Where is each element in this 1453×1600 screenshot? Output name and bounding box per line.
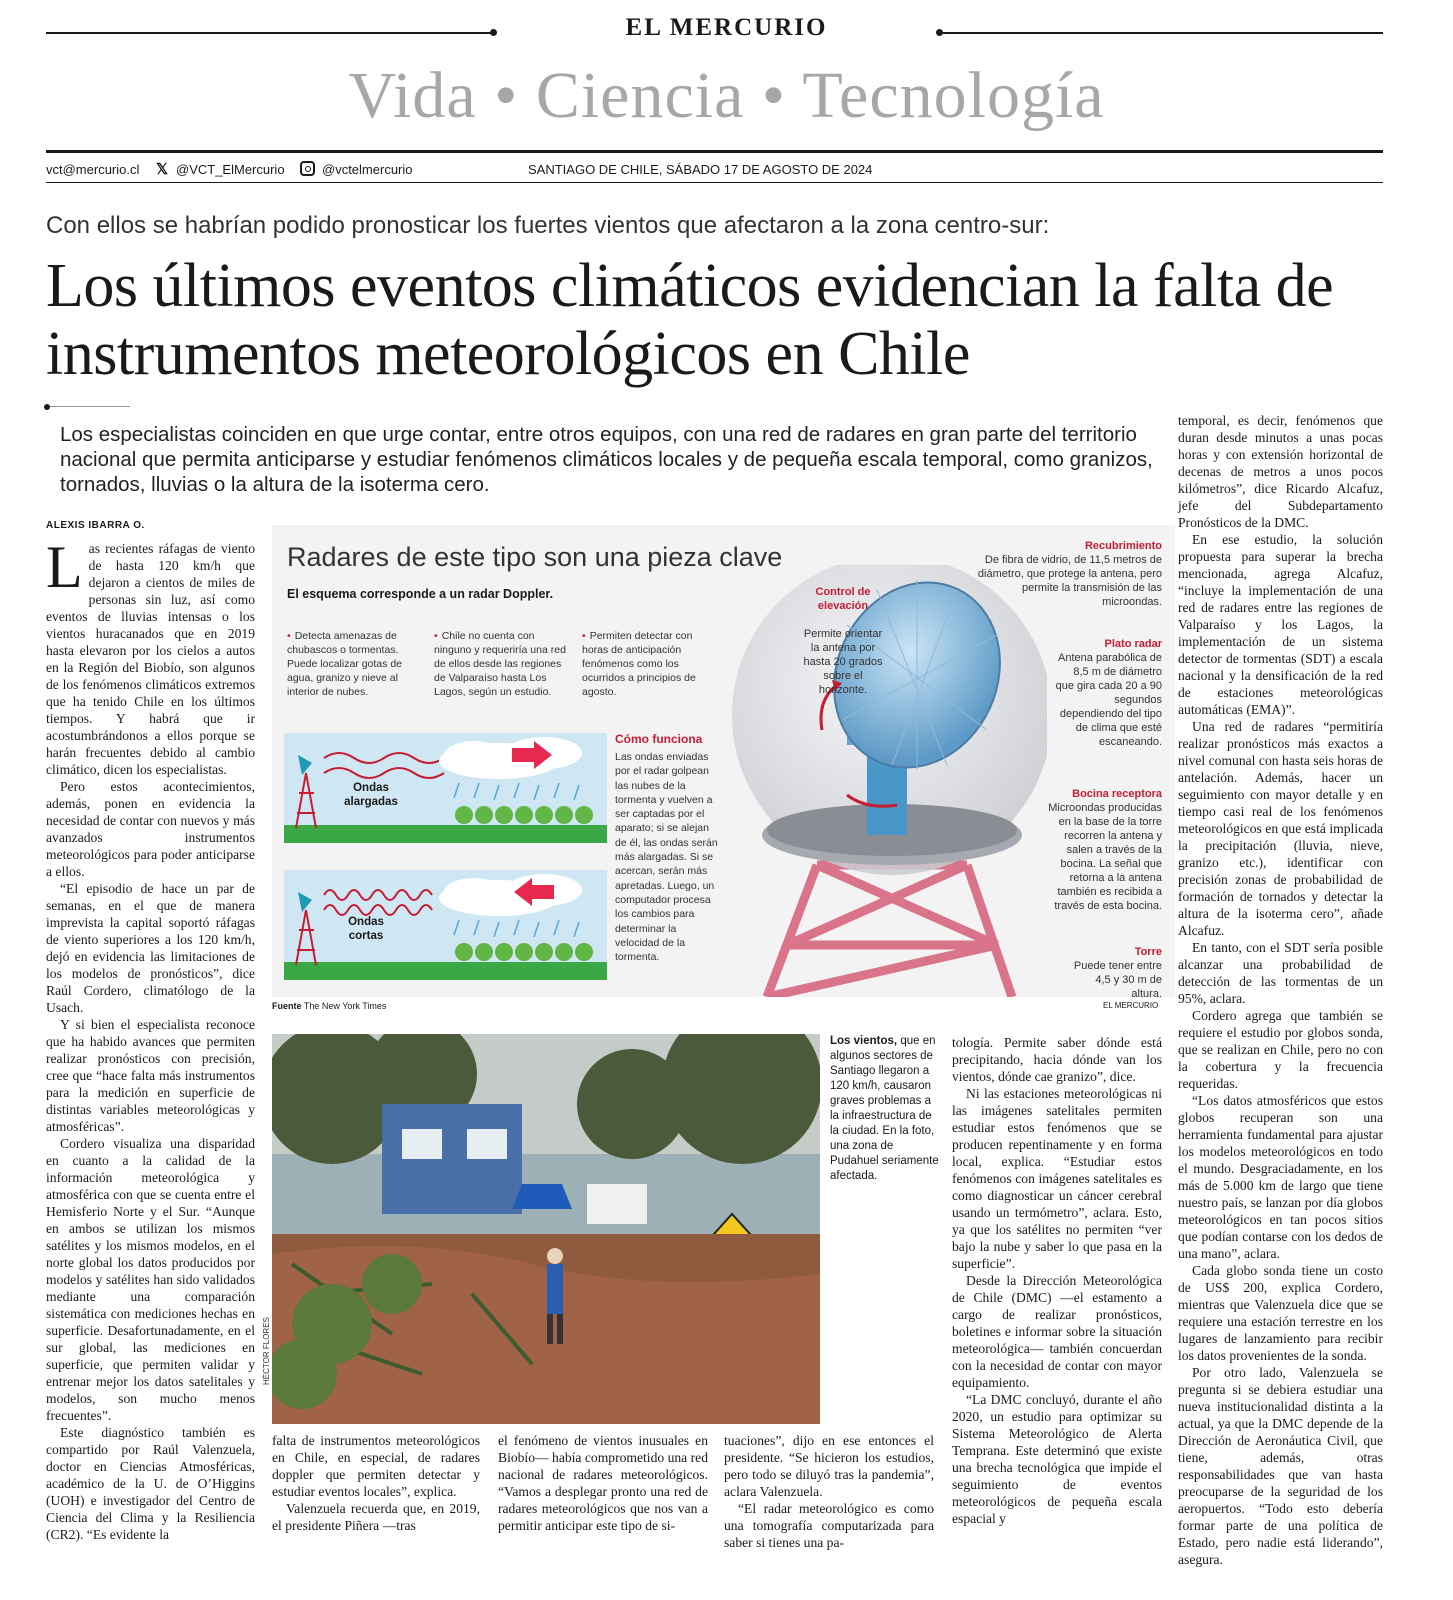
headline: Los últimos eventos climáticos evidencian la falta de instrumentos meteorológicos en Chile [46, 252, 1334, 388]
paragraph: tuaciones”, dijo en ese entonces el presidente. “Se hicieron los estudios, pero todo se diluyó tras la pandemia”, aclara Valenzuela. [724, 1433, 934, 1499]
source-label: Fuente [272, 1001, 302, 1011]
wave-short-label: Ondas cortas [348, 916, 384, 942]
how-it-works-title: Cómo funciona [615, 732, 703, 746]
label-text: Antena parabólica de 8,5 m de diámetro que gira cada 20 a 90 segundos dependiendo del tipo de clima que esté escaneando. [1055, 652, 1162, 748]
info-rule-bottom [46, 182, 1383, 183]
instagram-handle[interactable]: @vctelmercurio [322, 162, 413, 177]
byline: ALEXIS IBARRA O. [46, 520, 145, 531]
paragraph: Cordero agrega que también se requiere el estudio por globos sonda, que se realizan en Chile, pero no con la cobertura y la frecuencia requeridas. [1178, 1008, 1383, 1091]
paragraph: Cada globo sonda tiene un costo de US$ 200, explica Cordero, mientras que Valenzuela dice que se requiere una estación terrestre en los lugares de lanzamiento para recibir los datos provenientes de la sonda. [1178, 1263, 1383, 1363]
contact-email[interactable]: vct@mercurio.cl [46, 162, 140, 177]
paragraph: “El radar meteorológico es como una tomografía computarizada para saber si tienes una pa- [724, 1501, 934, 1550]
label-title: Control de elevación [815, 586, 871, 612]
x-handle[interactable]: @VCT_ElMercurio [176, 162, 285, 177]
infographic-subtitle: El esquema corresponde a un radar Doppler. [287, 587, 554, 601]
how-it-works-text: Las ondas enviadas por el radar golpean las nubes de la tormenta y vuelven a ser captadas por el aparato; si se alejan de él, las ondas serán más alargadas. Si se acercan, serán más apretadas. Luego, un computador procesa los cambios para determinar la velocidad de la tormenta. [615, 751, 718, 964]
caption-text: que en algunos sectores de Santiago llegaron a 120 km/h, causaron graves problemas a la infraestructura de la ciudad. En la foto, una zona de Pudahuel seriamente afectada. [830, 1035, 939, 1182]
photo-caption [830, 1034, 940, 1184]
paragraph: falta de instrumentos meteorológicos en Chile, en especial, de radares doppler que permiten detectar y estudiar eventos locales”, explica. [272, 1433, 480, 1499]
paragraph: Desde la Dirección Meteorológica de Chile (DMC) —el estamento a cargo de realizar pronósticos, boletines e informar sobre la situación meteorológica— también concuerdan con la necesidad de contar con mayor equipamiento. [952, 1273, 1162, 1390]
paragraph: “Los datos atmosféricos que estos globos recuperan son una herramienta fundamental para ajustar los modelos meteorológicos en todo el mundo. Desgraciadamente, en los más de 5.000 km de largo que tiene nuestro país, se lanzan por día globos meteorológicos en tan pocos sitios que podían contarse con los dedos de una mano”, aclara. [1178, 1093, 1383, 1261]
label-text: Microondas producidas en la base de la torre recorren la antena y salen a través de la bocina. La señal que retorna a la antena también es recibida a través de esta bocina. [1048, 802, 1162, 912]
label-text: Permite orientar la antena por hasta 20 grados sobre el horizonte. [803, 628, 883, 696]
infographic-bullet: • Permiten detectar con horas de anticipación fenómenos como los ocurridos a principios de agosto. [582, 629, 717, 699]
label-torre [1062, 945, 1162, 1001]
radar-illustration [727, 565, 1047, 997]
lede-rule [50, 406, 130, 407]
paragraph: el fenómeno de vientos inusuales en Biobío— había comprometido una red nacional de radares meteorológicos. “Vamos a desplegar pronto una red de radares meteorológicos que nos van a permitir anticipar este tipo de si- [498, 1433, 708, 1533]
paragraph: Este diagnóstico también es compartido por Raúl Valenzuela, doctor en Ciencias Atmosféricas, académico de la U. de O’Higgins (UOH) e investigador del Centro de Ciencia del Clima y la Resiliencia (CR2). “Es evidente la [46, 1425, 255, 1542]
dateline: SANTIAGO DE CHILE, SÁBADO 17 DE AGOSTO DE 2024 [528, 162, 873, 177]
kicker: Con ellos se habrían podido pronosticar los fuertes vientos que afectaron a la zona centro-sur: [46, 212, 1050, 239]
masthead: EL MERCURIO [625, 14, 828, 41]
label-title: Plato radar [1104, 638, 1162, 650]
short-wave-illustration [284, 870, 607, 980]
instagram-icon [300, 161, 315, 176]
photo-pudahuel [272, 1034, 820, 1424]
article-column-1 [46, 534, 255, 1543]
lede-dot [44, 404, 50, 410]
storm-damage-photo [272, 1034, 820, 1424]
paragraph: Ni las estaciones meteorológicas ni las imágenes satelitales permiten estudiar estos fenómenos que se producen repentinamente y en forma local, explica. “Estudiar estos fenómenos con imágenes satelitales es como diagnosticar un cáncer cerebral usando un termómetro”, aclara. Esto, ya que los satélites no permiten “ver bajo la nube y saber lo que pasa en la superficie”. [952, 1086, 1162, 1271]
article-column-5 [952, 1034, 1162, 1527]
paragraph: Valenzuela recuerda que, en 2019, el presidente Piñera —tras [272, 1501, 480, 1533]
article-column-6 [1178, 412, 1383, 1568]
label-plato-radar [1054, 637, 1162, 749]
paragraph: Y si bien el especialista reconoce que ha habido avances que permiten realizar pronósticos con precisión, cree que “hace falta más instrumentos para la medición en superficie de distintas variables meteorológicas y atmosféricas”. [46, 1017, 255, 1134]
label-title: Recubrimiento [1084, 540, 1162, 552]
article-column-3 [498, 1432, 708, 1534]
paragraph: temporal, es decir, fenómenos que duran desde minutos a unas pocas horas y con extensión horizontal de decenas de metros a unos pocos kilómetros”, dice Ricardo Alcafuz, jefe del Subdepartamento Pronósticos de la DMC. [1178, 413, 1383, 530]
label-recubrimiento [972, 539, 1162, 609]
label-title: Bocina receptora [1072, 788, 1162, 800]
paragraph: Una red de radares “permitiría realizar pronósticos más exactos a nivel comunal con hasta seis horas de antelación. Además, hacer un seguimiento con mayor detalle y en tiempo casi real de los fenómenos meteorológicos en que está implicada la precipitación (lluvia, nieve, granizo etc.), identificar con precisión zonas de probabilidad de formación de tornados y detectar la altura de la isoterma cero”, añade Alcafuz. [1178, 719, 1383, 938]
infographic-bullet: • Chile no cuenta con ninguno y requeriría una red de ellos desde las regiones de Valparaíso hasta Los Lagos, según un estudio. [434, 629, 569, 699]
article-column-2 [272, 1432, 480, 1534]
paragraph: tología. Permite saber dónde está precipitando, hacia dónde van los vientos, dónde cae granizo”, dice. [952, 1035, 1162, 1084]
paragraph: Cordero visualiza una disparidad en cuanto a la calidad de la información meteorológica y atmosférica con que se cuenta entre el Hemisferio Norte y el Sur. “Aunque en ambos se utilizan los mismos satélites y los mismos modelos, en el norte global los datos producidos por modelos y satélites han sido validados mediante una comparación sistemática con mediciones hechas en superficie. Desafortunadamente, en el sur global, las mediciones en superficie, que permiten validar y entrenar mejor los datos satelitales y modelos, son mucho menos frecuentes”. [46, 1136, 255, 1423]
paragraph: En tanto, con el SDT sería posible alcanzar una probabilidad de detección de las tormentas de un 95%, aclara. [1178, 940, 1383, 1006]
infographic-credit: EL MERCURIO [1103, 1001, 1159, 1010]
label-title: Torre [1134, 946, 1162, 958]
photo-credit: HÉCTOR FLORES [262, 1317, 271, 1385]
paragraph: “La DMC concluyó, durante el año 2020, un estudio para optimizar su Sistema Meteorológico de Alerta Temprana. Este determinó que existe una brecha tecnológica que impide el seguimiento de eventos meteorológicos de pequeña escala espacial y [952, 1392, 1162, 1526]
infographic-source [272, 1001, 386, 1011]
lede: Los especialistas coinciden en que urge contar, entre otros equipos, con una red de radares en gran parte del territorio nacional que permita anticiparse y estudiar fenómenos climáticos locales y de pequeña escala temporal, como granizos, tornados, lluvias o la altura de la isoterma cero. [60, 423, 1153, 496]
x-logo-icon: 𝕏 [156, 161, 169, 178]
article-column-4 [724, 1432, 934, 1551]
radar-infographic [272, 525, 1175, 1000]
source-value: The New York Times [303, 1001, 387, 1011]
masthead-dot-right [936, 29, 943, 36]
masthead-rule-right [943, 32, 1383, 34]
paragraph: Pero estos acontecimientos, además, ponen en evidencia la necesidad de contar con nuevos y más avanzados instrumentos meteorológicos para poder anticiparse a ellos. [46, 779, 255, 879]
drop-cap: L [46, 534, 83, 600]
label-text: Puede tener entre 4,5 y 30 m de altura. [1073, 960, 1162, 1000]
label-bocina-receptora [1042, 787, 1162, 913]
paragraph: “El episodio de hace un par de semanas, en el que de manera imprevista la capital soportó ráfagas de viento superiores a los 120 km/h, dejó en evidencia las limitaciones de los modelos de pronósticos”, dice Raúl Cordero, climatólogo de la Usach. [46, 881, 255, 1015]
section-title: Vida • Ciencia • Tecnología [348, 59, 1105, 132]
caption-lead: Los vientos, [830, 1035, 898, 1047]
wave-panel-short [284, 870, 607, 980]
paragraph: Por otro lado, Valenzuela se pregunta si se debiera estudiar una nueva institucionalidad distinta a la actual, ya que la DMC depende de la Dirección de Aeronáutica Civil, que tiene, además, otras responsabilidades que van hasta preocuparse de la seguridad de los aeropuertos. “Todo esto debería formar parte de una política de Estado, pero nadie está liderando”, asegura. [1178, 1365, 1383, 1567]
paragraph: En ese estudio, la solución propuesta para superar la brecha mencionada, agrega Alcafuz, “incluye la implementación de una red de radares entre las regiones de Valparaíso y los Lagos, la implementación de un sistema detector de tormentas (SDT) a escala nacional y la densificación de la red de estaciones meteorológicas automáticas (EMA)”. [1178, 532, 1383, 717]
label-text: De fibra de vidrio, de 11,5 metros de diámetro, que protege la antena, pero permite la transmisión de las microondas. [977, 554, 1162, 608]
wave-panel-long [284, 733, 607, 843]
label-control-elevacion [802, 585, 884, 697]
long-wave-illustration [284, 733, 607, 843]
wave-long-label: Ondas alargadas [344, 782, 398, 808]
paragraph: as recientes ráfagas de viento de hasta 120 km/h que dejaron a cientos de miles de personas sin luz, así como eventos de lluvias intensas o los vientos huracanados que en 2019 hasta elevaron por los cielos a autos en la Región del Biobío, son algunos de los fenómenos climáticos extremos que ha tenido Chile en los últimos tiempos. Y habrá que ir acostumbrándonos a ellos porque se harán frecuentes debido al cambio climático, dicen los especialistas. [46, 541, 255, 777]
infographic-bullet: • Detecta amenazas de chubascos o tormentas. Puede localizar gotas de agua, granizo y nieve al interior de nubes. [287, 629, 422, 699]
infographic-title: Radares de este tipo son una pieza clave [287, 542, 783, 572]
info-rule-top [46, 150, 1383, 153]
